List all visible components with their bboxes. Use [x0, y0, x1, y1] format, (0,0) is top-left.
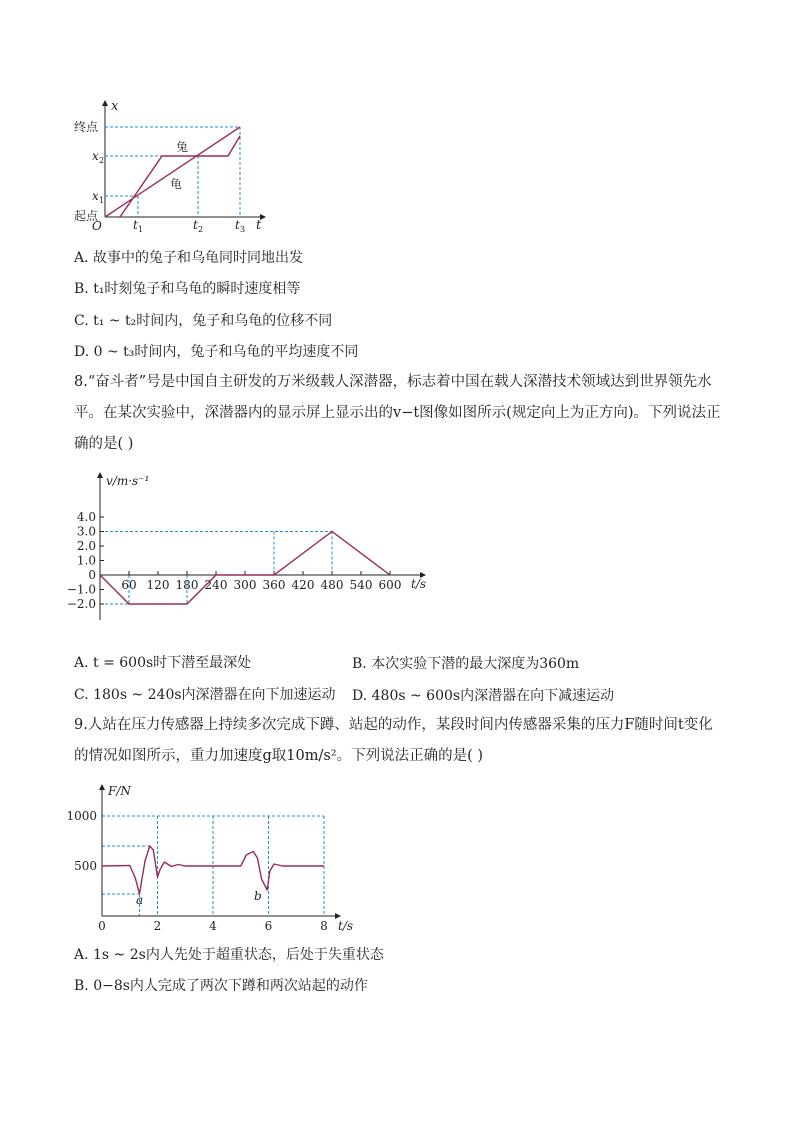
q8-option-a: A. t = 600s时下潜至最深处	[74, 655, 252, 671]
ft-x-tick-label: 8	[320, 919, 328, 933]
vt-x-tick-label: 240	[204, 578, 228, 592]
t2-sub: 2	[198, 225, 204, 234]
axis-x-label: x	[111, 99, 119, 114]
y-label-start: 起点	[74, 209, 99, 223]
vt-y-arrow	[97, 472, 103, 478]
t3-sub: 3	[240, 225, 246, 234]
y-label-x1: x	[92, 189, 99, 203]
q8-option-d: D. 480s ~ 600s内深潜器在向下减速运动	[352, 688, 615, 704]
vt-y-title: v/m·s⁻¹	[106, 474, 150, 488]
y-label-finish: 终点	[74, 120, 99, 134]
turtle-label: 龟	[170, 177, 183, 191]
y-sub-x1: 1	[99, 196, 105, 205]
q9-option-a: A. 1s ~ 2s内人先处于超重状态，后处于失重状态	[74, 947, 384, 963]
vt-x-tick-label: 480	[320, 578, 344, 592]
y-sub-x2: 2	[99, 156, 105, 165]
y-label-x2: x	[92, 149, 99, 163]
vt-x-title: t/s	[411, 577, 427, 591]
ft-y-tick-label: 500	[74, 859, 97, 873]
ft-x-tick-label: 2	[153, 919, 162, 933]
vt-x-tick-label: 360	[262, 578, 286, 592]
ft-x-tick-label: 4	[209, 919, 217, 933]
ft-x-tick-label: 6	[264, 919, 273, 933]
q9-stem: 9.人站在压力传感器上持续多次完成下蹲、站起的动作，某段时间内传感器采集的压力F随时间t变化的情况如图所示，重力加速度g取10m/s²。下列说法正确的是( )	[74, 717, 713, 764]
vt-x-tick-label: 120	[146, 578, 170, 592]
q7-option-d: D. 0 ~ t₃时间内，兔子和乌龟的平均速度不同	[74, 344, 359, 360]
vt-series-line	[100, 532, 390, 605]
vt-x-tick-label: 600	[378, 578, 402, 592]
x-axis-arrow	[102, 100, 108, 106]
origin-label: O	[92, 219, 102, 233]
q8-option-c: C. 180s ~ 240s内深潜器在向下加速运动	[74, 687, 336, 703]
rabbit-label: 兔	[176, 140, 189, 154]
ft-x-title: t/s	[338, 919, 354, 933]
vt-y-tick-label: 3.0	[76, 524, 96, 539]
t1-label: t	[133, 218, 138, 232]
xt-graph	[70, 98, 270, 238]
q7-option-c: C. t₁ ~ t₂时间内，兔子和乌龟的位移不同	[74, 313, 333, 329]
ft-annotation-b: b	[254, 889, 262, 903]
ft-chart	[66, 782, 370, 937]
t1-sub: 1	[138, 225, 144, 234]
vt-y-tick-label: 1.0	[76, 553, 96, 568]
q9-option-b: B. 0−8s内人完成了两次下蹲和两次站起的动作	[74, 978, 368, 994]
ft-x-tick-label: 0	[98, 919, 106, 933]
ft-y-arrow	[99, 784, 105, 790]
t2-label: t	[193, 218, 198, 232]
vt-chart	[66, 470, 450, 620]
vt-x-tick-label: 180	[175, 578, 199, 592]
q7-option-a: A. 故事中的兔子和乌龟同时同地出发	[74, 250, 304, 266]
vt-x-tick-label: 60	[121, 578, 137, 592]
vt-x-tick-label: 300	[233, 578, 257, 592]
vt-y-tick-label: 0	[88, 568, 96, 582]
vt-y-tick-label: −1.0	[66, 582, 96, 597]
t3-label: t	[235, 218, 240, 232]
axis-t-label: t	[256, 218, 262, 233]
ft-annotation-a: a	[136, 893, 144, 907]
ft-y-title: F/N	[108, 784, 131, 798]
vt-x-tick-label: 540	[349, 578, 373, 592]
turtle-line	[105, 127, 240, 217]
q7-option-b: B. t₁时刻兔子和乌龟的瞬时速度相等	[74, 281, 301, 297]
vt-x-tick-label: 420	[291, 578, 315, 592]
vt-y-tick-label: 4.0	[76, 510, 96, 524]
q8-stem: 8.“奋斗者”号是中国自主研发的万米级载人深潜器，标志着中国在载人深潜技术领域达到世界领先水平。在某次实验中，深潜器内的显示屏上显示出的v−t图像如图所示(规定向上为正方向)。下列说法正确的是( )	[74, 374, 721, 452]
vt-y-tick-label: −2.0	[66, 597, 96, 611]
ft-y-tick-label: 1000	[66, 809, 97, 823]
vt-y-tick-label: 2.0	[76, 539, 96, 553]
q8-option-b: B. 本次实验下潜的最大深度为360m	[352, 656, 580, 672]
